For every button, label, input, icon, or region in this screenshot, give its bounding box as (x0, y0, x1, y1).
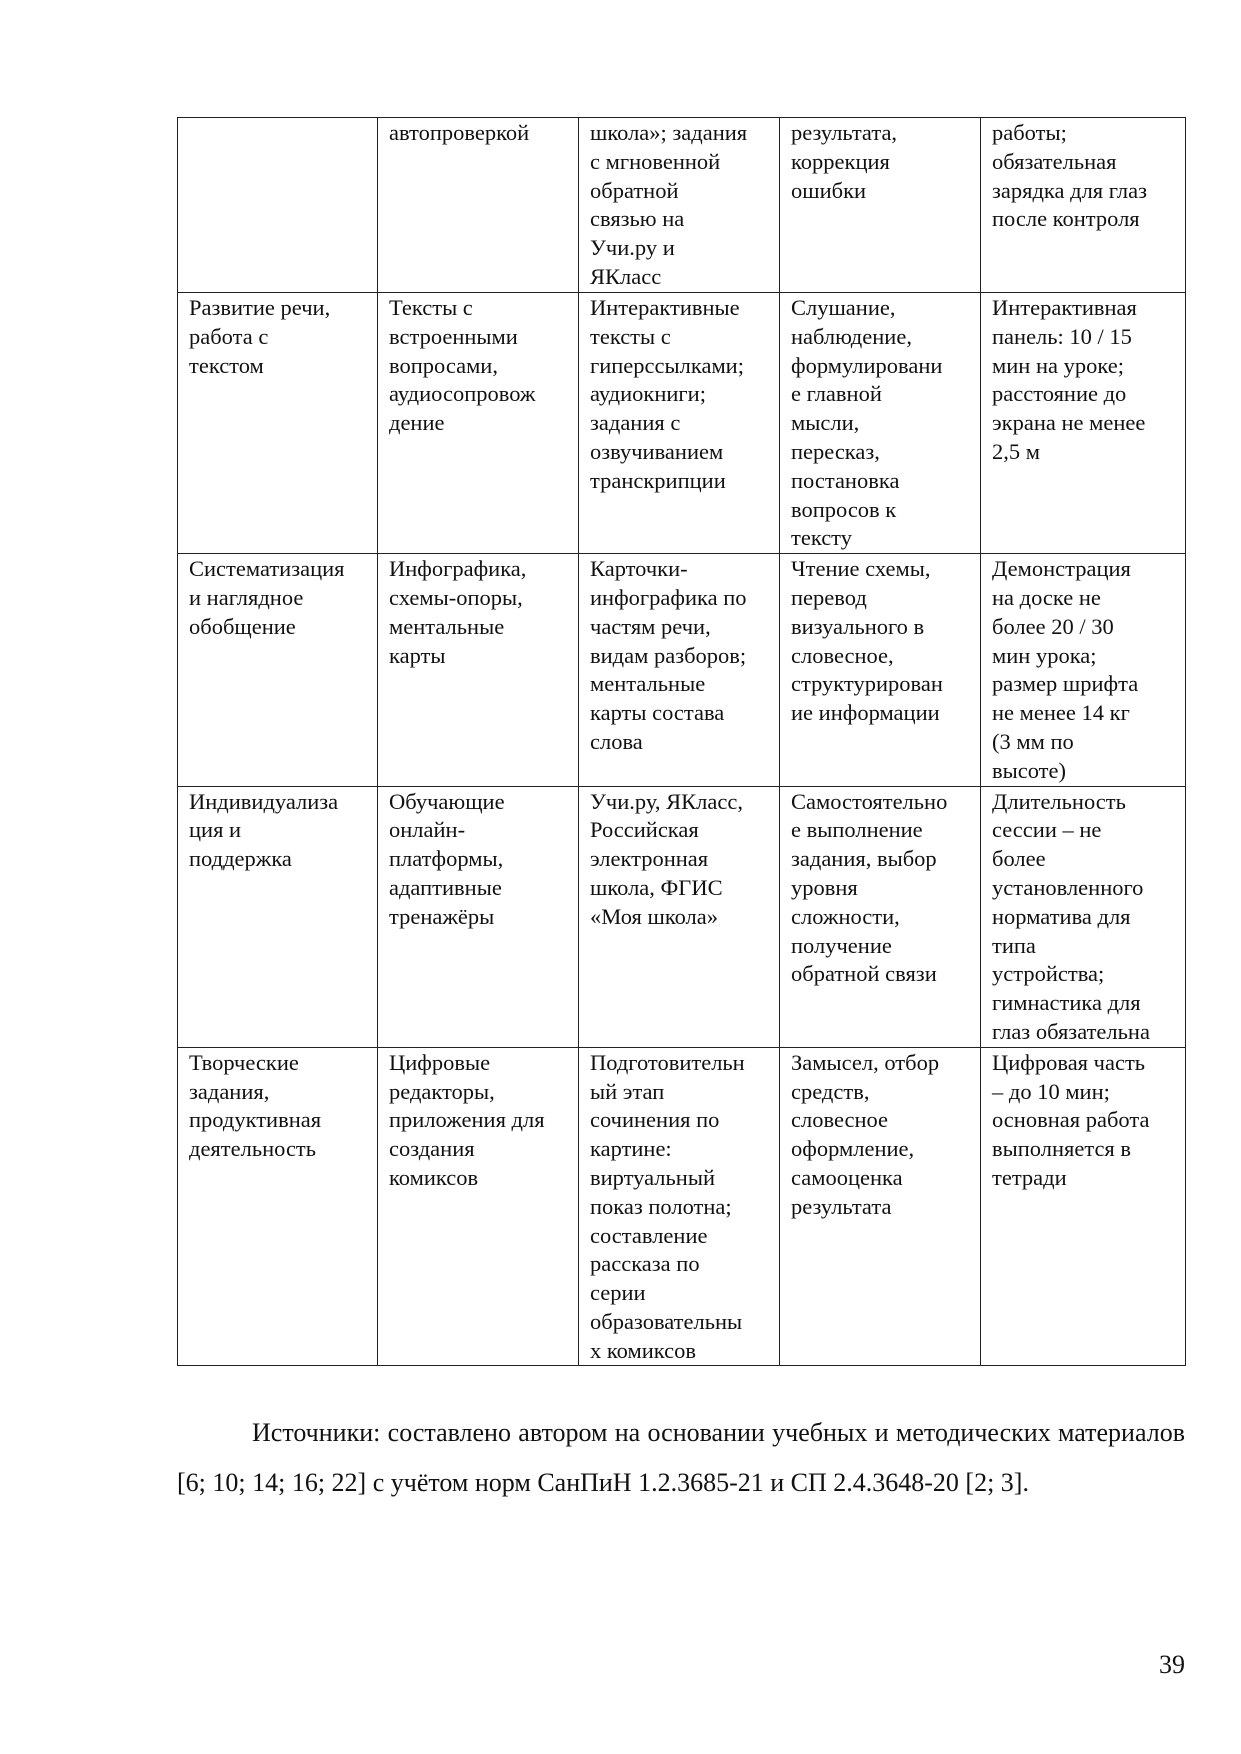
table-cell: Демонстрация на доске не более 20 / 30 мин урока; размер шрифта не менее 14 кг (3 мм по высоте) (981, 554, 1186, 786)
table-cell: Цифровые редакторы, приложения для создания комиксов (378, 1047, 579, 1366)
table-row (178, 118, 1186, 293)
table-cell: автопроверкой (378, 118, 579, 293)
sources-paragraph: Источники: составлено автором на основании учебных и методических материалов [6; 10; 14; 16; 22] с учётом норм СанПиН 1.2.3685-21 и СП 2.4.3648-20 [2; 3]. (177, 1418, 1185, 1497)
table-cell: Индивидуализа ция и поддержка (178, 786, 378, 1047)
table-cell: Интерактивные тексты с гиперссылками; аудиокниги; задания с озвучиванием транскрипции (579, 293, 780, 554)
table-row (178, 554, 1186, 786)
table-cell (178, 118, 378, 293)
table-cell: Систематизация и наглядное обобщение (178, 554, 378, 786)
table-cell: Тексты с встроенными вопросами, аудиосопровож дение (378, 293, 579, 554)
table-cell: Длительность сессии – не более установленного норматива для типа устройства; гимнастика для глаз обязательна (981, 786, 1186, 1047)
table-cell: Обучающие онлайн- платформы, адаптивные тренажёры (378, 786, 579, 1047)
methods-table-continuation (177, 117, 1185, 1366)
table-cell: Чтение схемы, перевод визуального в словесное, структурирован ие информации (780, 554, 981, 786)
table-cell: Интерактивная панель: 10 / 15 мин на уроке; расстояние до экрана не менее 2,5 м (981, 293, 1186, 554)
table-cell: Слушание, наблюдение, формулировани е главной мысли, пересказ, постановка вопросов к тексту (780, 293, 981, 554)
table-cell: результата, коррекция ошибки (780, 118, 981, 293)
table-cell: Замысел, отбор средств, словесное оформление, самооценка результата (780, 1047, 981, 1366)
table-row (178, 293, 1186, 554)
table-cell: Подготовительн ый этап сочинения по картине: виртуальный показ полотна; составление рассказа по серии образовательны х комиксов (579, 1047, 780, 1366)
table-cell: работы; обязательная зарядка для глаз после контроля (981, 118, 1186, 293)
table-cell: Инфографика, схемы-опоры, ментальные карты (378, 554, 579, 786)
table-cell: Самостоятельно е выполнение задания, выбор уровня сложности, получение обратной связи (780, 786, 981, 1047)
table-cell: Карточки- инфографика по частям речи, видам разборов; ментальные карты состава слова (579, 554, 780, 786)
table-row (178, 1047, 1186, 1366)
table-row (178, 786, 1186, 1047)
table-cell: Учи.ру, ЯКласс, Российская электронная школа, ФГИС «Моя школа» (579, 786, 780, 1047)
table-cell: школа»; задания с мгновенной обратной связью на Учи.ру и ЯКласс (579, 118, 780, 293)
methods-table (177, 117, 1186, 1366)
table-cell: Цифровая часть – до 10 мин; основная работа выполняется в тетради (981, 1047, 1186, 1366)
page-number: 39 (1159, 1650, 1185, 1679)
table-cell: Развитие речи, работа с текстом (178, 293, 378, 554)
table-cell: Творческие задания, продуктивная деятельность (178, 1047, 378, 1366)
sources-note (177, 1408, 1185, 1508)
